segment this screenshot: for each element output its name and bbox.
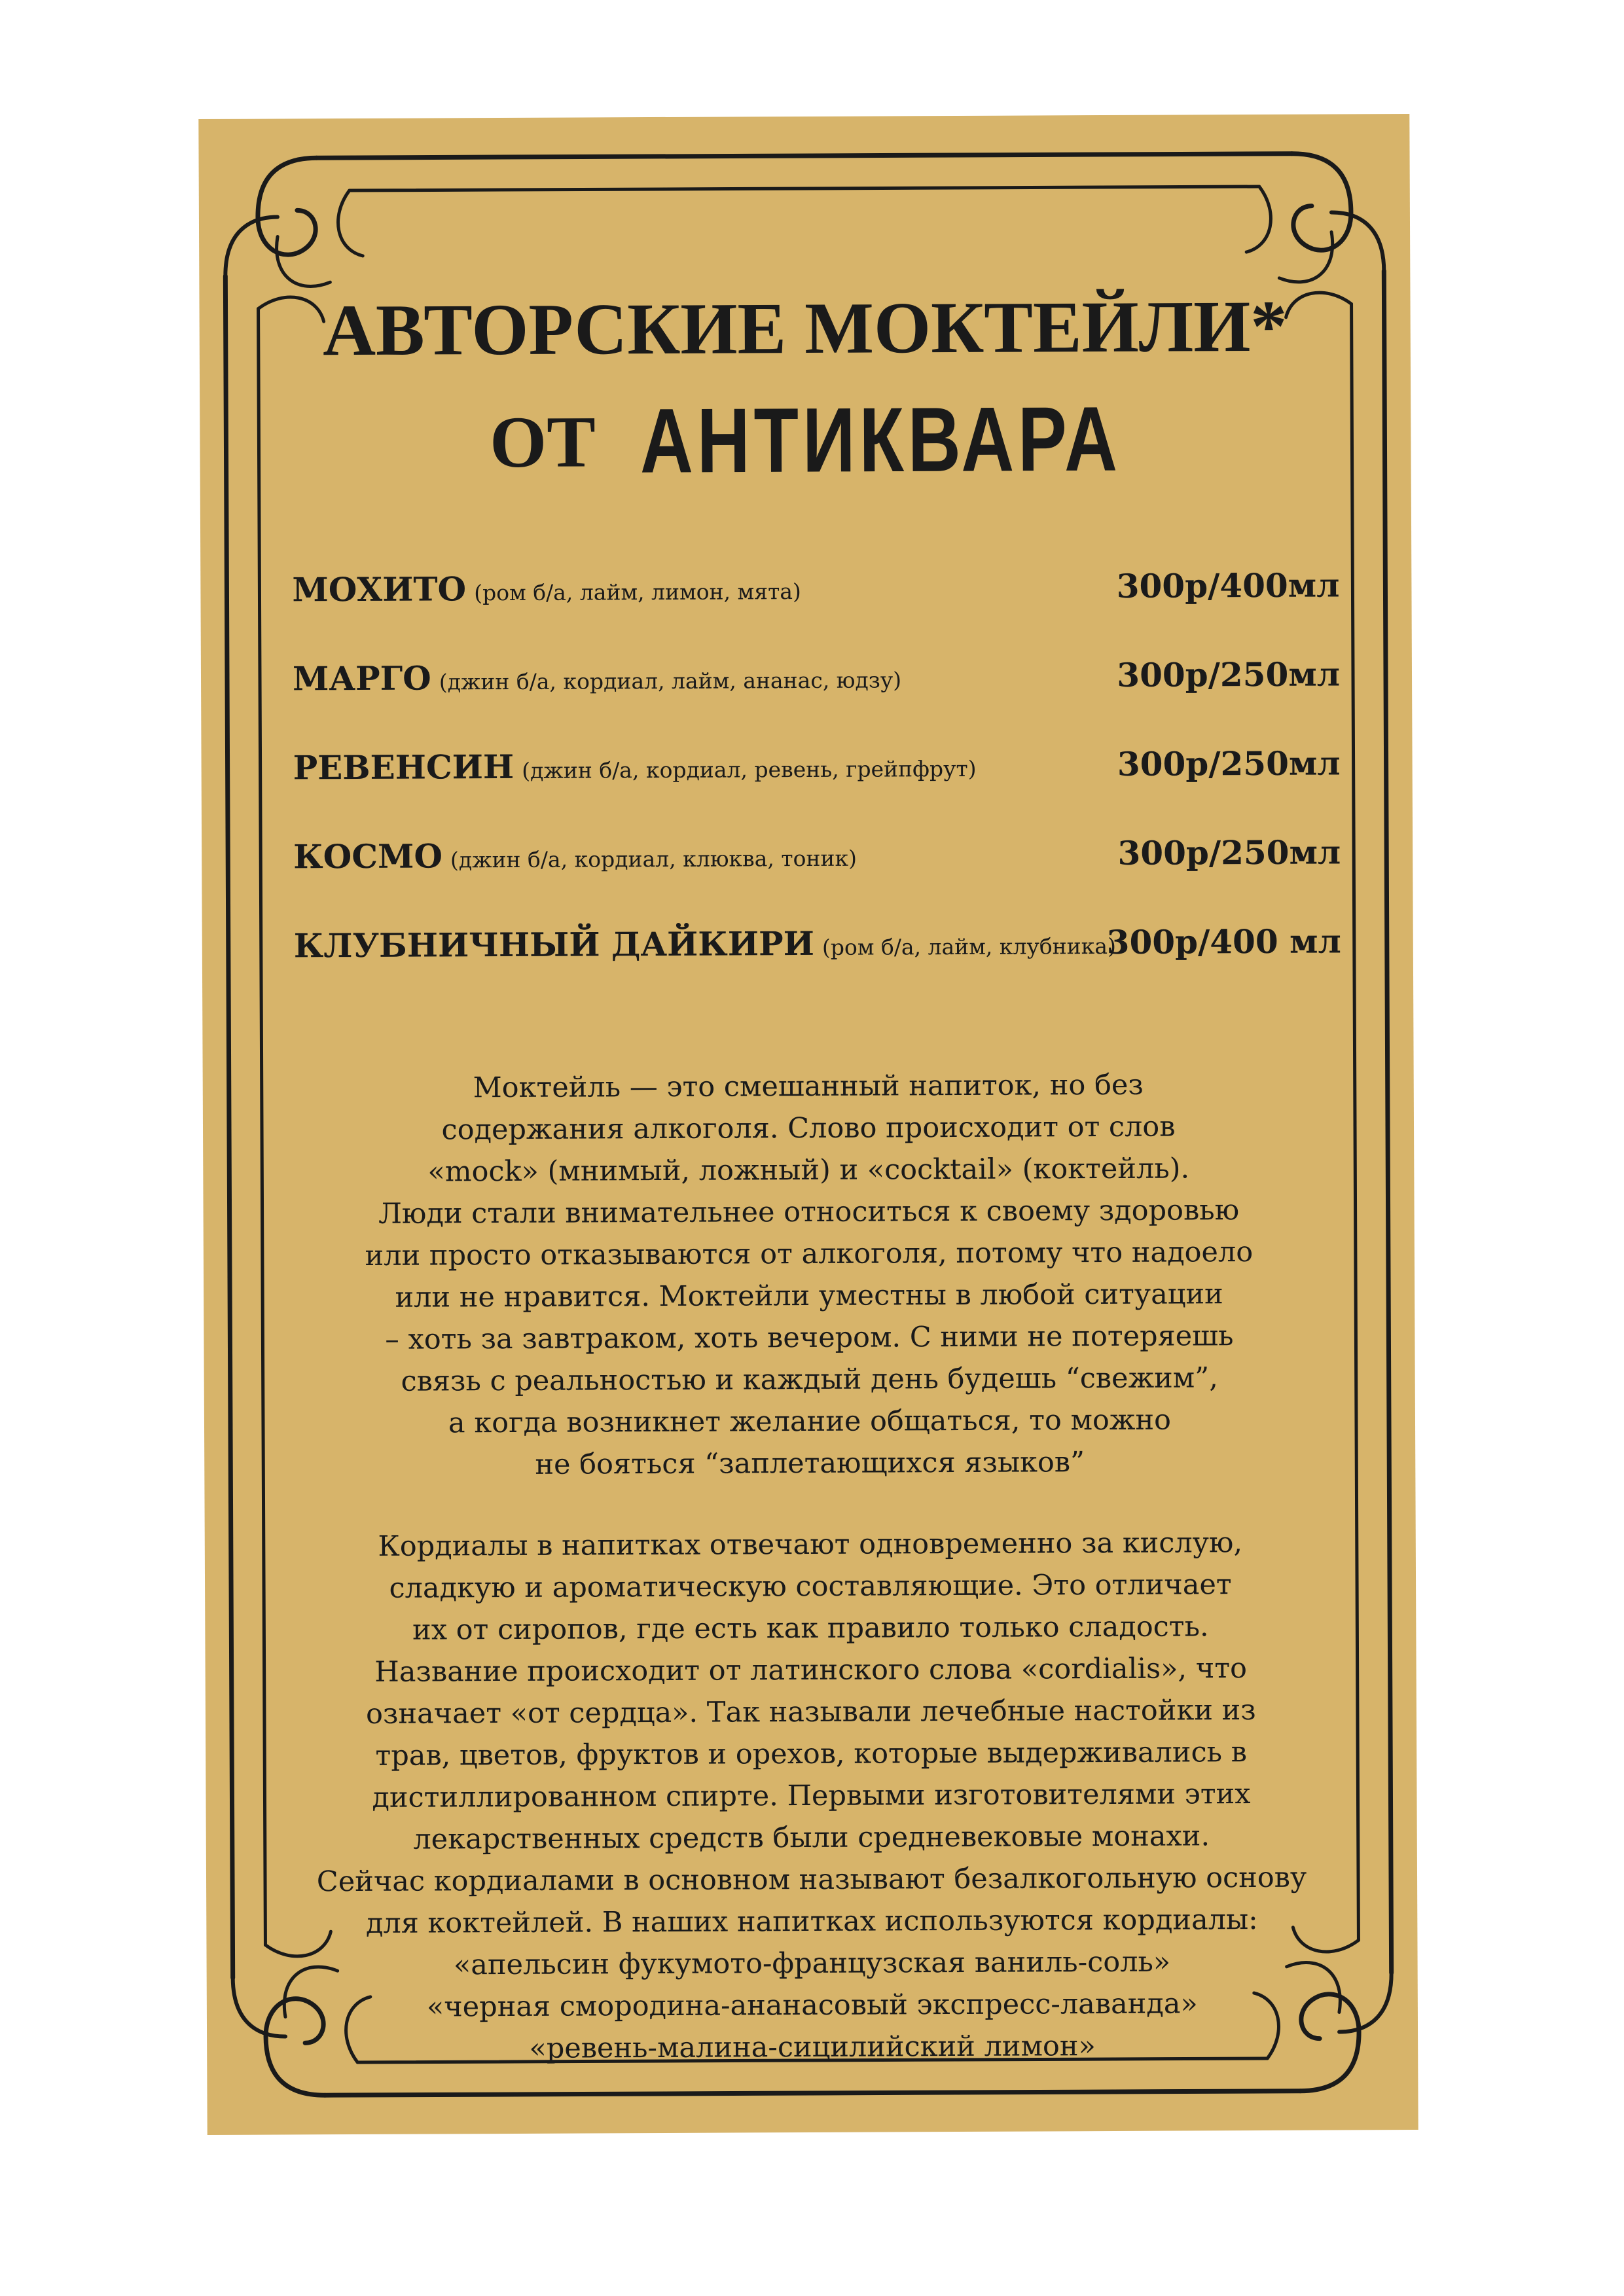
text-line: сладкую и ароматическую составляющие. Это отличает xyxy=(389,1568,1232,1605)
text-line: Кордиалы в напитках отвечают одновременно за кислую, xyxy=(378,1526,1243,1563)
text-line: Название происходит от латинского слова «cordialis», что xyxy=(374,1652,1248,1689)
item-price: 300р/250мл xyxy=(1117,655,1341,694)
text-line: «черная смородина-ананасовый экспресс-лаванда» xyxy=(426,1987,1198,2024)
text-line: не бояться “заплетающихся языков” xyxy=(535,1446,1085,1481)
text-line: или просто отказываются от алкоголя, потому что надоело xyxy=(365,1236,1254,1272)
text-line: лекарственных средств были средневековые монахи. xyxy=(413,1820,1210,1856)
text-line: «апельсин фукумото-французская ваниль-соль» xyxy=(453,1945,1171,1982)
text-line: а когда возникнет желание общаться, то можно xyxy=(448,1403,1172,1440)
item-price: 300р/400 мл xyxy=(1106,922,1341,962)
text-line: Сейчас кордиалами в основном называют безалкогольную основу xyxy=(316,1861,1307,1899)
text-line: Люди стали внимательнее относиться к своему здоровью xyxy=(378,1194,1240,1230)
item-name: КОСМО xyxy=(293,836,443,876)
text-line: их от сиропов, где есть как правило только сладость. xyxy=(412,1610,1209,1647)
cordials-description xyxy=(264,1521,1360,2070)
text-line: или не нравится. Моктейли уместны в любой ситуации xyxy=(395,1278,1223,1314)
item-description: (джин б/а, кордиал, клюква, тоник) xyxy=(450,845,857,873)
item-description: (джин б/а, кордиал, ревень, грейпфрут) xyxy=(522,755,977,783)
text-line: дистиллированном спирте. Первыми изготовителями этих xyxy=(372,1778,1251,1814)
page-title: АВТОРСКИЕ МОКТЕЙЛИ* xyxy=(322,285,1288,372)
item-name: МОХИТО xyxy=(292,569,467,609)
drinks-menu xyxy=(292,565,1341,1015)
item-price: 300р/400мл xyxy=(1116,565,1340,605)
page-subtitle xyxy=(200,387,1411,492)
menu-item xyxy=(293,833,1341,926)
item-description: (джин б/а, кордиал, лайм, ананас, юдзу) xyxy=(439,667,902,695)
text-line: «mock» (мнимый, ложный) и «cocktail» (коктейль). xyxy=(427,1152,1190,1189)
menu-item xyxy=(292,565,1340,659)
menu-item xyxy=(293,655,1341,748)
item-name: РЕВЕНСИН xyxy=(293,747,514,787)
item-name: МАРГО xyxy=(292,658,431,698)
text-line: означает «от сердца». Так называли лечебные настойки из xyxy=(366,1694,1256,1731)
text-line: содержания алкоголя. Слово происходит от слов xyxy=(441,1110,1176,1147)
subtitle-prefix: ОТ xyxy=(489,401,596,484)
menu-card xyxy=(198,114,1418,2135)
text-line: трав, цветов, фруктов и орехов, которые выдерживались в xyxy=(375,1736,1248,1772)
text-line: связь с реальностью и каждый день будешь “свежим”, xyxy=(401,1361,1218,1398)
item-description: (ром б/а, лайм, клубника) xyxy=(821,933,1116,960)
text-line: – хоть за завтраком, хоть вечером. С ними не потеряешь xyxy=(385,1319,1234,1356)
menu-item xyxy=(294,922,1342,1015)
brand-logo: АНТИКВАРА xyxy=(640,387,1122,492)
item-name: КЛУБНИЧНЫЙ ДАЙКИРИ xyxy=(293,924,815,965)
text-line: «ревень-малина-сицилийский лимон» xyxy=(529,2030,1096,2065)
text-line: Моктейль — это смешанный напиток, но без xyxy=(473,1068,1144,1105)
item-price: 300р/250мл xyxy=(1117,744,1341,783)
menu-item xyxy=(293,744,1341,837)
item-price: 300р/250мл xyxy=(1117,833,1341,872)
mocktail-description xyxy=(262,1063,1357,1486)
text-line: для коктейлей. В наших напитках используются кордиалы: xyxy=(365,1903,1258,1940)
item-description: (ром б/а, лайм, лимон, мята) xyxy=(474,579,801,606)
